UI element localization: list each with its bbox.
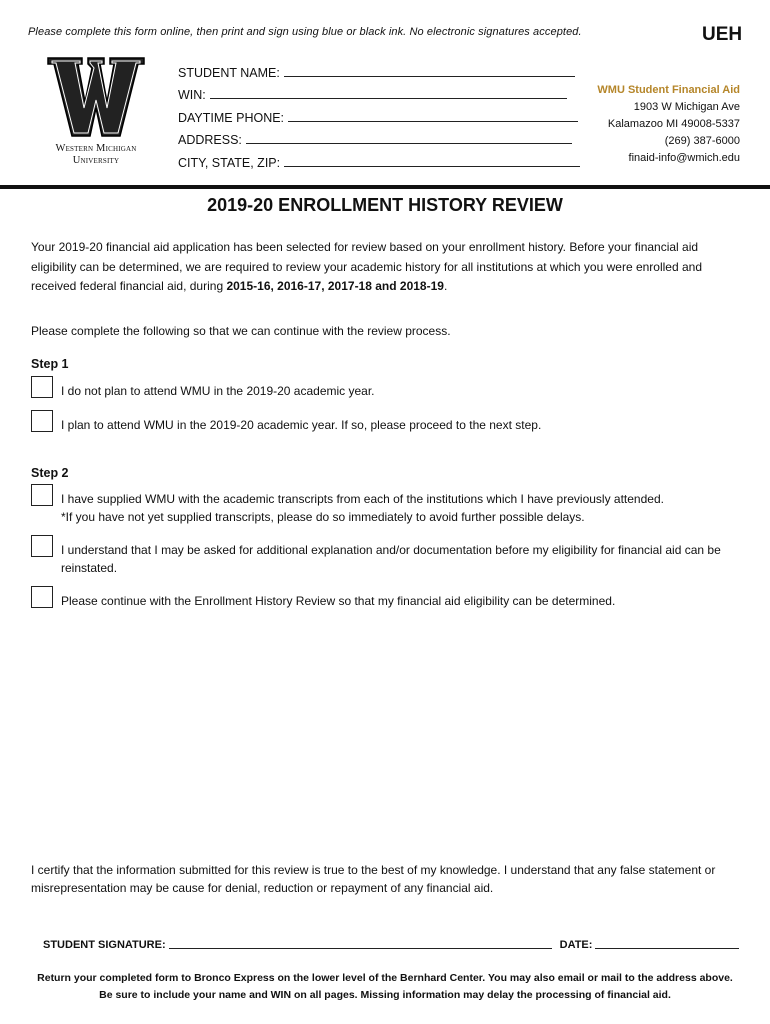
certification-statement: I certify that the information submitted for this review is true to the best of my knowledge. I understand that any false statement or misrepresentation may be cause for denial, reduction or repayment of any financial aid. bbox=[31, 863, 716, 895]
date-field[interactable] bbox=[595, 948, 739, 949]
checkbox[interactable] bbox=[31, 410, 53, 432]
header-divider bbox=[0, 185, 770, 189]
intro-paragraph: Your 2019-20 financial aid application has been selected for review based on your enrollment history. Before your financial aid eligibility can be determined, we are required to review your academic history for all institutions at which you were enrolled and received federal financial aid, during 2015-16, 2016-17, 2017-18 and 2018-19. bbox=[31, 240, 703, 293]
page-title: 2019-20 ENROLLMENT HISTORY REVIEW bbox=[207, 195, 563, 215]
daytime-phone-field[interactable]: DAYTIME PHONE: bbox=[178, 102, 580, 125]
address-field[interactable]: ADDRESS: bbox=[178, 125, 580, 148]
instruction-paragraph: Please complete the following so that we can continue with the review process. bbox=[31, 324, 451, 338]
form-code: UEH bbox=[702, 24, 743, 45]
step2-option-transcripts: I have supplied WMU with the academic transcripts from each of the institutions which I have previously attended. *If you have not yet supplied transcripts, please do so immediately to avoid further possible delays. bbox=[31, 491, 743, 526]
checkbox[interactable] bbox=[31, 376, 53, 398]
step1-option-attend: I plan to attend WMU in the 2019-20 academic year. If so, please proceed to the next step. bbox=[31, 417, 743, 435]
signature-field[interactable] bbox=[169, 948, 552, 949]
university-logo bbox=[44, 54, 148, 167]
contact-city: Kalamazoo MI 49008-5337 bbox=[607, 118, 740, 130]
checkbox[interactable] bbox=[31, 535, 53, 557]
transcripts-note: *If you have not yet supplied transcripts, please do so immediately to avoid further possible delays. bbox=[61, 509, 585, 524]
student-name-field[interactable]: STUDENT NAME: bbox=[178, 57, 580, 80]
w-logo-icon bbox=[44, 54, 148, 140]
signature-label: STUDENT SIGNATURE: bbox=[43, 939, 166, 951]
step2-option-understand: I understand that I may be asked for additional explanation and/or documentation before my eligibility for financial aid can be reinstated. bbox=[31, 542, 743, 577]
step2-heading: Step 2 bbox=[31, 466, 69, 480]
step2-option-continue: Please continue with the Enrollment History Review so that my financial aid eligibility can be determined. bbox=[31, 593, 743, 611]
contact-phone: (269) 387-6000 bbox=[664, 135, 740, 147]
contact-block bbox=[597, 82, 740, 167]
checkbox[interactable] bbox=[31, 484, 53, 506]
signature-row bbox=[43, 939, 739, 951]
footer-instructions: Return your completed form to Bronco Express on the lower level of the Bernhard Center. You may also email or mail to the address above. Be sure to include your name and WIN on all pages. Missing information may delay the processing of financial aid. bbox=[37, 972, 733, 1001]
contact-street: 1903 W Michigan Ave bbox=[633, 101, 740, 113]
student-info-fields bbox=[178, 57, 580, 170]
step1-option-not-attend: I do not plan to attend WMU in the 2019-20 academic year. bbox=[31, 383, 743, 401]
step1-heading: Step 1 bbox=[31, 357, 69, 371]
checkbox[interactable] bbox=[31, 586, 53, 608]
university-name: Western Michigan University bbox=[55, 143, 137, 166]
win-field[interactable]: WIN: bbox=[178, 80, 580, 103]
city-state-zip-field[interactable]: CITY, STATE, ZIP: bbox=[178, 147, 580, 170]
form-instruction: Please complete this form online, then print and sign using blue or black ink. No electronic signatures accepted. bbox=[28, 26, 582, 38]
contact-email[interactable]: finaid-info@wmich.edu bbox=[628, 152, 740, 164]
contact-org: WMU Student Financial Aid bbox=[597, 84, 740, 96]
date-label: DATE: bbox=[559, 939, 593, 951]
